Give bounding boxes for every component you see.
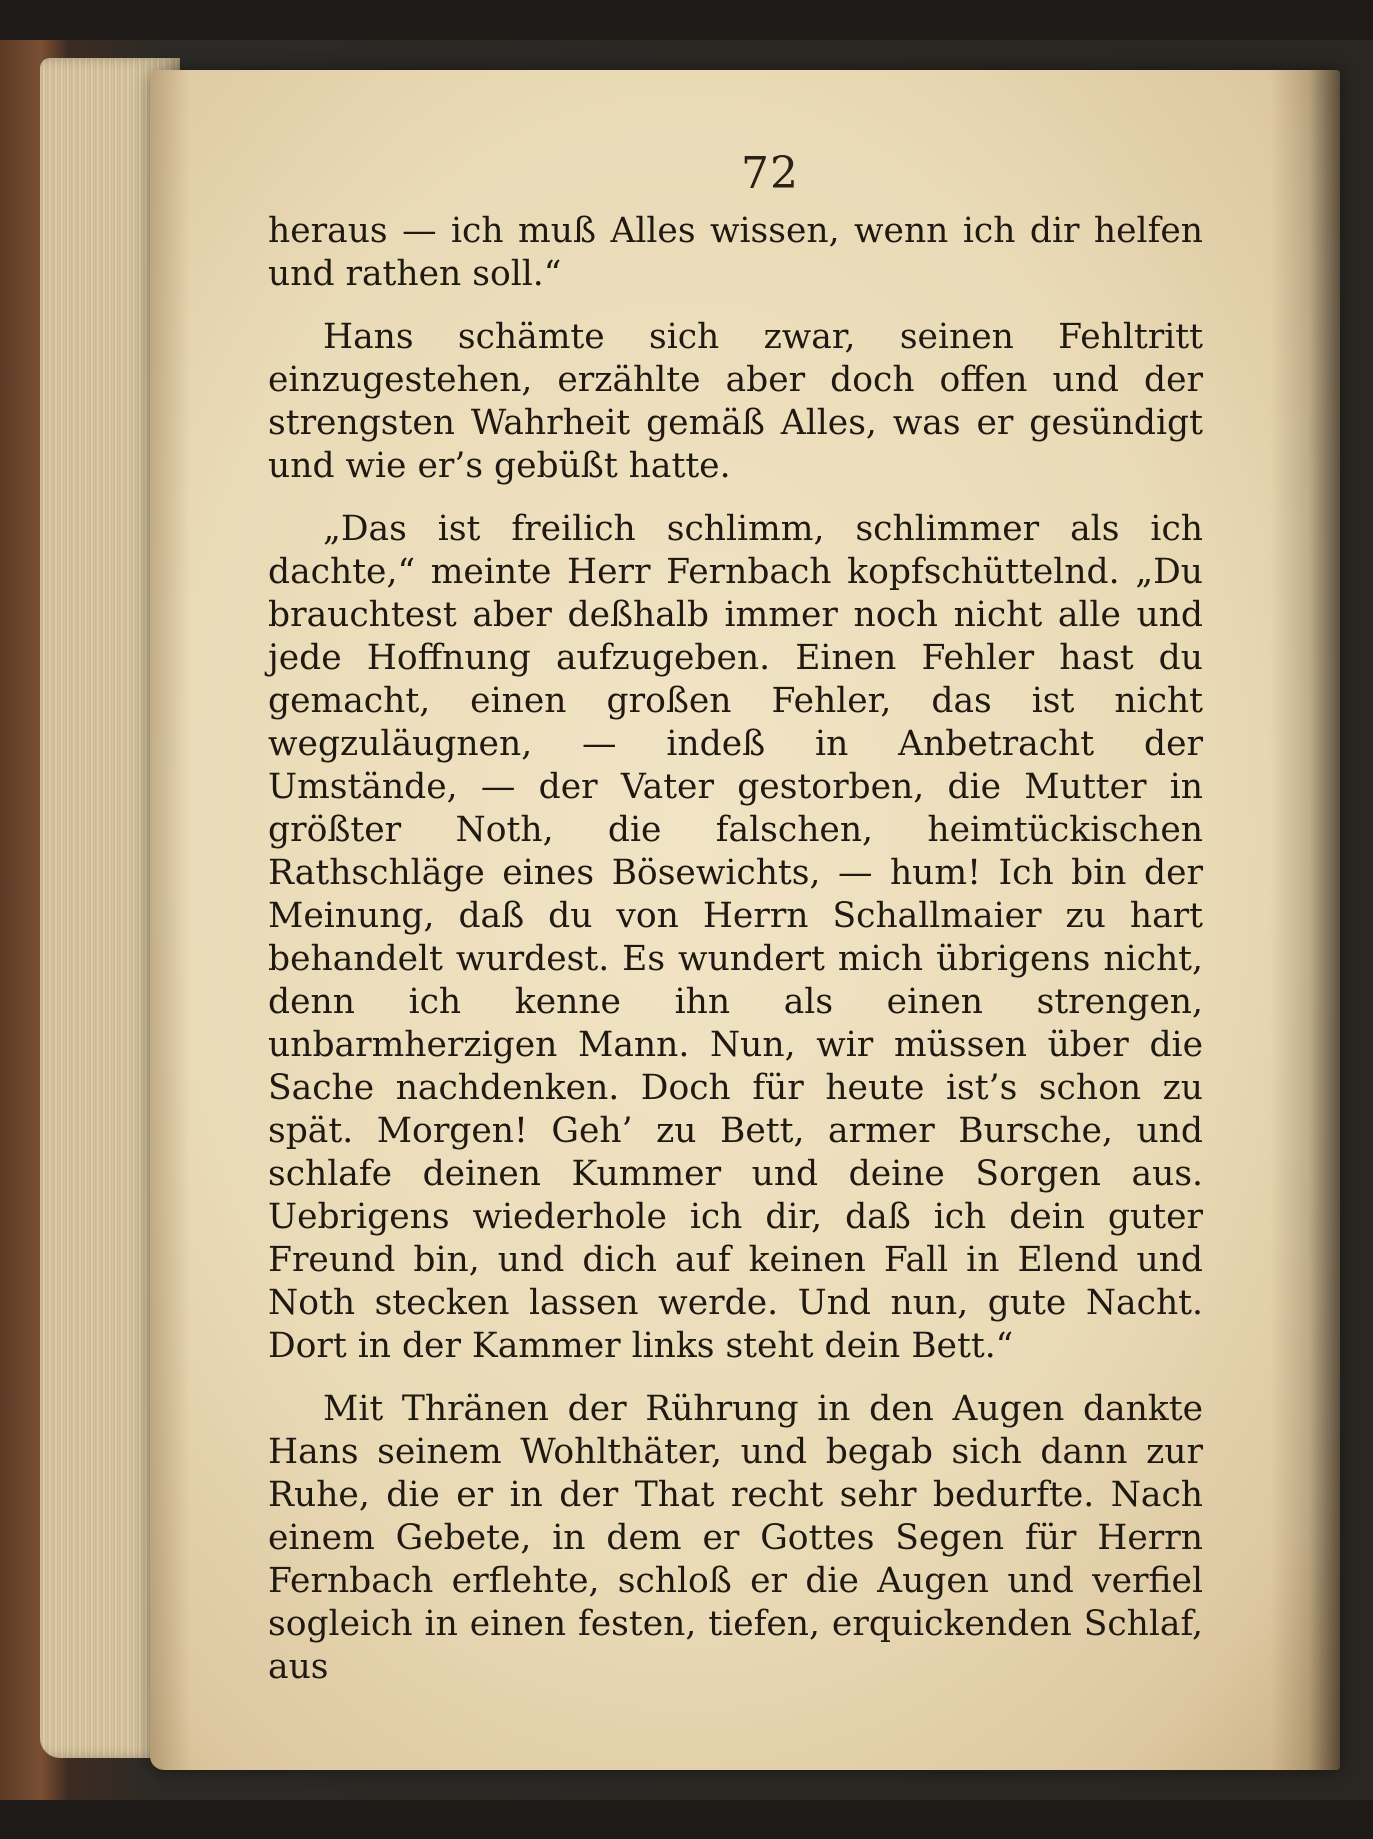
book-page xyxy=(150,70,1340,1770)
paragraph-3: „Das ist freilich schlimm, schlimmer als ich dachte,“ meinte Herr Fernbach kopfschüttelnd. „Du brauchtest aber deßhalb immer noch nicht alle und jede Hoffnung aufzugeben. Einen Fehler hast du gemacht, einen großen Fehler, das ist nicht wegzuläugnen, — indeß in Anbetracht der Umstände, — der Vater gestorben, die Mutter in größter Noth, die falschen, heimtückischen Rathschläge eines Bösewichts, — hum! Ich bin der Meinung, daß du von Herrn Schallmaier zu hart behandelt wurdest. Es wundert mich übrigens nicht, denn ich kenne ihn als einen strengen, unbarmherzigen Mann. Nun, wir müssen über die Sache nachdenken. Doch für heute ist’s schon zu spät. Morgen! Geh’ zu Bett, armer Bursche, und schlafe deinen Kummer und deine Sorgen aus. Uebrigens wiederhole ich dir, daß ich dein guter Freund bin, und dich auf keinen Fall in Elend und Noth stecken lassen werde. Und nun, gute Nacht. Dort in der Kammer links steht dein Bett.“ xyxy=(268,509,1203,1366)
paragraph-2: Hans schämte sich zwar, seinen Fehltritt einzugestehen, erzählte aber doch offen und der strengsten Wahrheit gemäß Alles, was er gesündigt und wie er’s gebüßt hatte. xyxy=(268,317,1203,486)
page-edge-shadow xyxy=(150,70,190,1770)
paragraph-1: heraus — ich muß Alles wissen, wenn ich dir helfen und rathen soll.“ xyxy=(268,211,1203,294)
binding-gutter xyxy=(1270,70,1340,1770)
paragraph-4: Mit Thränen der Rührung in den Augen dankte Hans seinem Wohlthäter, und begab sich dann zur Ruhe, die er in der That recht sehr bedurfte. Nach einem Gebete, in dem er Gottes Segen für Herrn Fernbach erflehte, schloß er die Augen und verfiel sogleich in einen festen, tiefen, erquickenden Schlaf, aus xyxy=(268,1389,1203,1687)
body-text xyxy=(268,210,1203,1689)
page-number: 72 xyxy=(741,148,799,199)
